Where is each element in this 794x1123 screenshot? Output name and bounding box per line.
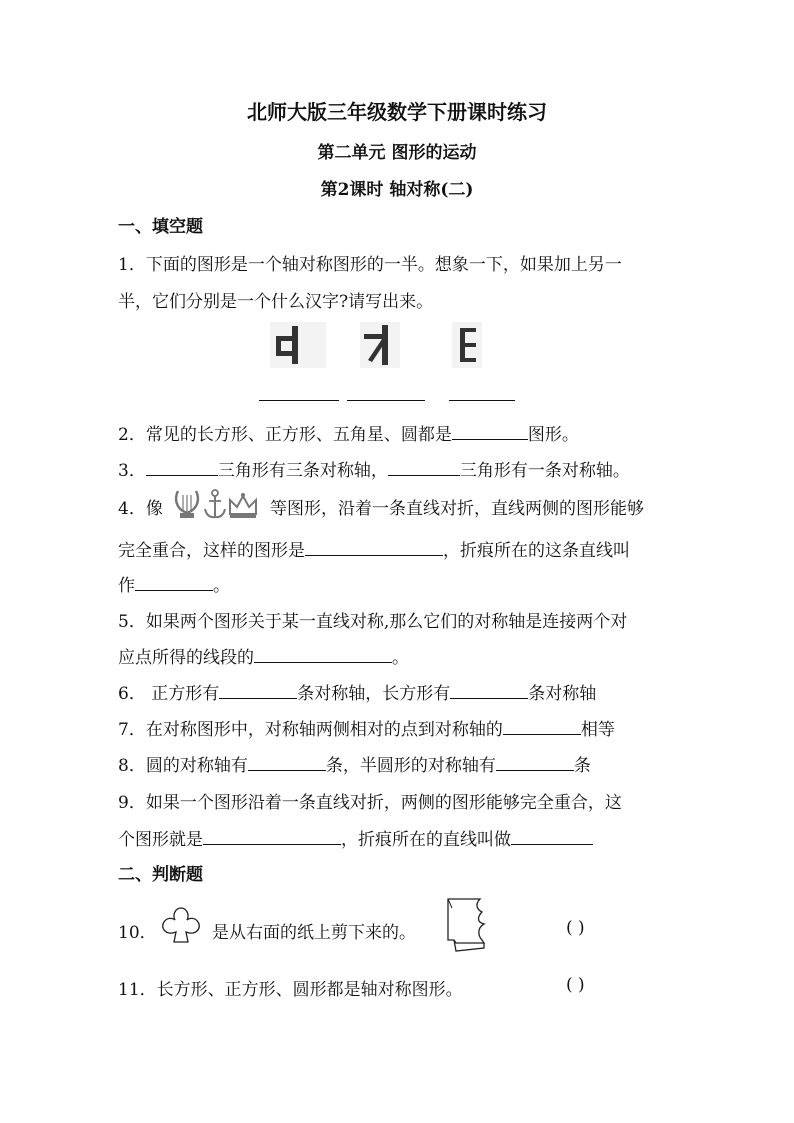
q5-line1: 5．如果两个图形关于某一直线对称,那么它们的对称轴是连接两个对 (118, 612, 628, 632)
q6-answer-blank-2[interactable] (450, 681, 528, 699)
q9-line2 (118, 825, 593, 850)
q4-text-e: 作 (118, 576, 135, 596)
q4-text-d: ，折痕所在的这条直线叫 (443, 541, 630, 561)
q6-answer-blank-1[interactable] (219, 681, 297, 699)
q7-answer-blank[interactable] (503, 717, 581, 735)
q2-answer-blank[interactable] (452, 422, 528, 440)
section-heading-fill-blank: 一、填空题 (118, 217, 203, 237)
q5-text-b: 应点所得的线段的 (118, 648, 254, 668)
q3-text-a: 3． (118, 461, 146, 481)
q1-line2: 半，它们分别是一个什么汉字?请写出来。 (118, 292, 434, 312)
section-heading-true-false: 二、判断题 (118, 865, 203, 885)
q2-line (118, 420, 579, 445)
q8-line (118, 751, 591, 776)
q4-answer-blank-2[interactable] (135, 573, 213, 591)
q3-text-c: 三角形有一条对称轴。 (459, 461, 630, 481)
q10-answer-parens[interactable]: ( ) (566, 918, 585, 938)
q2-text-a: 2．常见的长方形、正方形、五角星、圆都是 (118, 425, 452, 445)
q10-number: 10． (118, 923, 157, 943)
q4-line2 (118, 536, 630, 561)
half-character-figure-1 (270, 322, 326, 368)
q3-text-b: 三角形有三条对称轴， (217, 461, 388, 481)
q2-text-b: 图形。 (527, 425, 579, 445)
q8-text-b: 条，半圆形的对称轴有 (325, 756, 496, 776)
q1-answer-blank-1[interactable] (259, 400, 339, 401)
folded-paper-icon (444, 896, 496, 954)
q8-answer-blank-2[interactable] (496, 753, 574, 771)
half-character-figure-2 (360, 322, 400, 368)
q8-text-c: 条 (573, 756, 591, 776)
q10-text: 是从右面的纸上剪下来的。 (212, 923, 416, 943)
q4-text-f: 。 (213, 576, 230, 596)
lyre-icon (172, 487, 202, 521)
q9-line1: 9．如果一个图形沿着一条直线对折，两侧的图形能够完全重合，这 (118, 793, 622, 813)
q7-line (118, 715, 615, 740)
unit-title: 第二单元 图形的运动 (317, 143, 477, 163)
q1-line1: 1．下面的图形是一个轴对称图形的一半。想象一下，如果加上另一 (118, 255, 622, 275)
half-character-figure-3 (452, 322, 482, 368)
page-title: 北师大版三年级数学下册课时练习 (247, 100, 547, 124)
q1-answer-blank-2[interactable] (347, 400, 425, 401)
q9-answer-blank-1[interactable] (203, 827, 341, 845)
q11-answer-parens[interactable]: ( ) (566, 975, 585, 995)
q3-line (118, 456, 630, 481)
q7-text-b: 相等 (580, 720, 615, 740)
q9-text-b: 个图形就是 (118, 830, 203, 850)
q4-line1-lead: 4．像 (118, 499, 163, 519)
q11-text: 11．长方形、正方形、圆形都是轴对称图形。 (118, 980, 463, 1000)
q7-text-a: 7．在对称图形中，对称轴两侧相对的点到对称轴的 (118, 720, 503, 740)
q4-line3 (118, 571, 230, 596)
q4-line1-rest: 等图形，沿着一条直线对折，直线两侧的图形能够 (270, 499, 644, 519)
lesson-title: 第2课时 轴对称(二) (320, 180, 474, 200)
anchor-icon (203, 489, 227, 521)
q8-text-a: 8．圆的对称轴有 (118, 756, 248, 776)
q6-text-b: 条对称轴，长方形有 (297, 684, 451, 704)
q5-answer-blank[interactable] (254, 645, 392, 663)
q6-text-c: 条对称轴 (528, 684, 597, 704)
q8-answer-blank-1[interactable] (248, 753, 326, 771)
q5-line2 (118, 643, 409, 668)
clover-shape-icon (158, 906, 204, 946)
q5-text-c: 。 (392, 648, 409, 668)
crown-icon (227, 492, 259, 520)
q4-text-c: 完全重合，这样的图形是 (118, 541, 305, 561)
q9-answer-blank-2[interactable] (511, 827, 593, 845)
q6-text-a: 6． 正方形有 (118, 684, 220, 704)
q4-answer-blank-1[interactable] (305, 538, 443, 556)
q3-answer-blank-2[interactable] (388, 458, 460, 476)
q9-text-c: ，折痕所在的直线叫做 (341, 830, 511, 850)
q6-line (118, 679, 596, 704)
q1-answer-blank-3[interactable] (449, 400, 515, 401)
q3-answer-blank-1[interactable] (146, 458, 218, 476)
